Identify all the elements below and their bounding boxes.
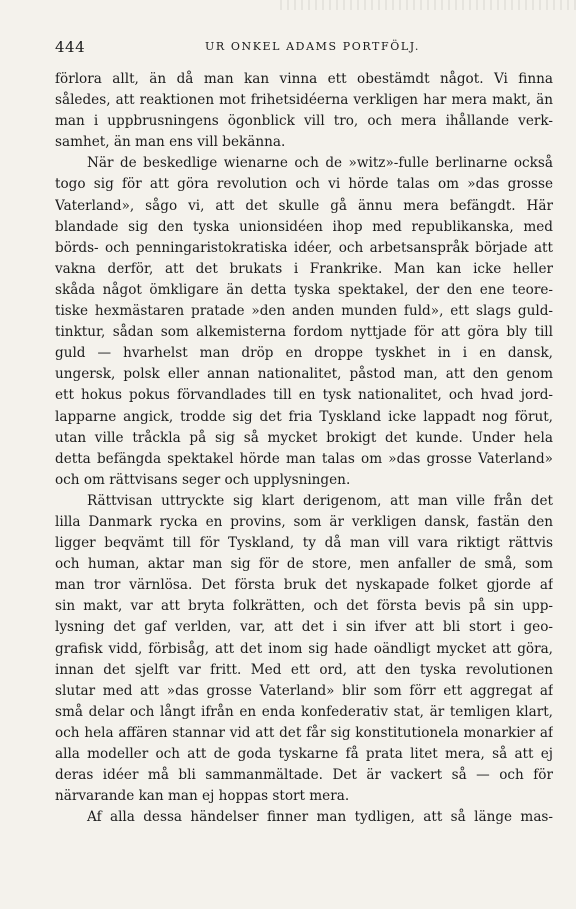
text-line: När de beskedlige wienarne och de »witz»-fulle berlinarne också <box>87 155 553 172</box>
body-text <box>55 69 553 828</box>
text-line: lysning det gaf verlden, var, att det i sin ifver att bli stort i geo- <box>55 619 553 636</box>
page-number: 444 <box>55 38 86 56</box>
text-line: alla modeller och att de goda tyskarne få prata litet mera, så att ej <box>55 746 553 762</box>
text-line: lilla Danmark rycka en provins, som är verkligen dansk, fastän den <box>55 513 553 530</box>
text-line: ungersk, polsk eller annan nationalitet, påstod man, att den genom <box>55 366 553 383</box>
text-line: och hela affären stannar vid att det får sig konstitutionela monarkier af <box>55 724 553 741</box>
text-line: små delar och långt ifrån en enda konfederativ stat, är temligen klart, <box>55 703 553 720</box>
text-line: ligger beqvämt till för Tyskland, ty då man vill vara riktigt rättvis <box>55 535 553 552</box>
text-line: slutar med att »das grosse Vaterland» blir som förr ett aggregat af <box>55 682 553 699</box>
text-line: och om rättvisans seger och upplysningen. <box>55 471 351 488</box>
text-line: tiske hexmästaren pratade »den anden munden fuld», ett slags guld- <box>55 303 553 320</box>
text-line: grafisk vidd, förbisåg, att det inom sig hade oändligt mycket att göra, <box>55 640 553 657</box>
text-line: blandade sig den tyska unionsidéen ihop med republikanska, med <box>55 218 553 235</box>
text-line: man i uppbrusningens ögonblick vill tro, och mera ihållande verk- <box>55 113 553 130</box>
text-line: sin makt, var att bryta folkrätten, och det första bevis på sin upp- <box>55 598 553 615</box>
text-line: Rättvisan uttryckte sig klart derigenom, att man ville från det <box>87 492 553 509</box>
text-line: samhet, än man ens vill bekänna. <box>55 134 286 151</box>
text-line: detta befängda spektakel hörde man talas om »das grosse Vaterland» <box>55 450 553 467</box>
text-line: lapparne angick, trodde sig det fria Tyskland icke lappadt nog förut, <box>55 408 553 425</box>
text-line: innan det sjelft var fritt. Med ett ord, att den tyska revolutionen <box>55 661 553 678</box>
text-line: utan ville tråckla på sig så mycket brokigt det kunde. Under hela <box>55 429 553 446</box>
text-line: och human, aktar man sig för de store, men anfaller de små, som <box>55 556 553 573</box>
text-line: Af alla dessa händelser finner man tydligen, att så länge mas- <box>87 809 553 826</box>
scan-speckle <box>280 0 576 10</box>
text-line: förlora allt, än då man kan vinna ett obestämdt något. Vi finna <box>55 71 553 87</box>
page-header <box>55 38 555 58</box>
text-line: ett hokus pokus förvandlades till en tysk nationalitet, och hvad jord- <box>55 387 553 404</box>
text-line: således, att reaktionen mot frihetsidéerna verkligen har mera makt, än <box>55 92 553 109</box>
text-line: man tror värnlösa. Det första bruk det nyskapade folket gjorde af <box>55 577 553 594</box>
text-line: guld — hvarhelst man dröp en droppe tyskhet in i en dansk, <box>55 345 553 362</box>
text-line: vakna derför, att det brukats i Frankrike. Man kan icke heller <box>55 260 553 277</box>
running-head: UR ONKEL ADAMS PORTFÖLJ. <box>205 40 420 53</box>
text-line: tinktur, sådan som alkemisterna fordom nyttjade för att göra bly till <box>55 324 553 341</box>
text-line: börds- och penningaristokratiska idéer, och arbetsanspråk började att <box>55 239 553 256</box>
text-line: skåda något ömkligare än detta tyska spektakel, der den ene teore- <box>55 281 553 298</box>
text-line: deras idéer må bli sammanmältade. Det är vackert så — och för <box>55 767 553 784</box>
text-line: togo sig för att göra revolution och vi hörde talas om »das grosse <box>55 176 553 193</box>
text-line: närvarande kan man ej hoppas stort mera. <box>55 788 350 805</box>
text-line: Vaterland», sågo vi, att det skulle gå ännu mera befängdt. Här <box>55 197 553 214</box>
